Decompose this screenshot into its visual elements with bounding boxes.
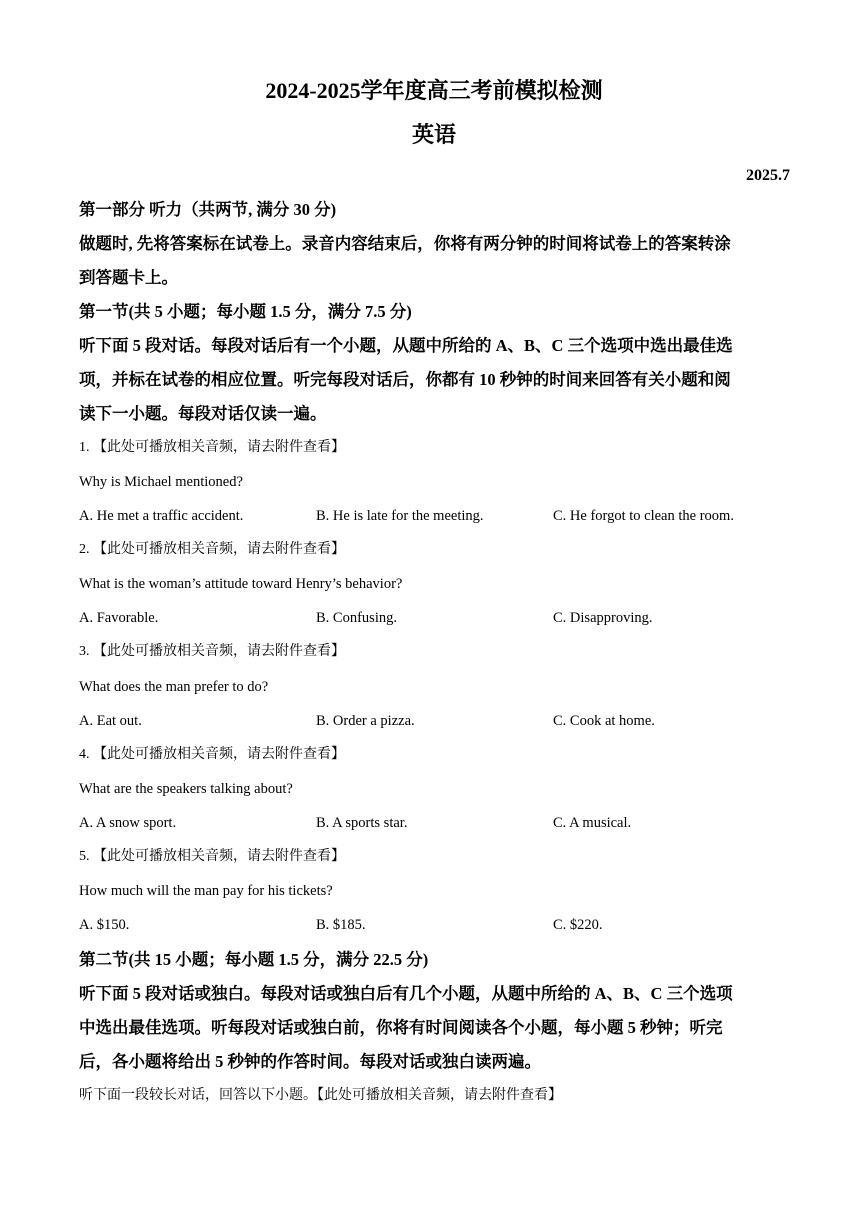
audio-note-2: 2. 【此处可播放相关音频，请去附件查看】 bbox=[79, 542, 345, 557]
section1-heading: 第一节(共 5 小题；每小题 1.5 分，满分 7.5 分) bbox=[79, 302, 412, 321]
options-3 bbox=[79, 711, 791, 731]
option-4b: B. A sports star. bbox=[316, 815, 408, 831]
section2-instructions-line2: 中选出最佳选项。听每段对话或独白前，你将有时间阅读各个小题，每小题 5 秒钟；听完 bbox=[79, 1018, 723, 1037]
option-2b: B. Confusing. bbox=[316, 610, 397, 626]
option-3c: C. Cook at home. bbox=[553, 713, 655, 729]
section2-heading: 第二节(共 15 小题；每小题 1.5 分，满分 22.5 分) bbox=[79, 950, 429, 969]
option-3a: A. Eat out. bbox=[79, 713, 142, 729]
options-2 bbox=[79, 608, 791, 628]
option-2a: A. Favorable. bbox=[79, 610, 159, 626]
question-5: How much will the man pay for his tickets? bbox=[79, 883, 333, 899]
section2-instructions-line1: 听下面 5 段对话或独白。每段对话或独白后有几个小题，从题中所给的 A、B、C 三个选项 bbox=[79, 984, 733, 1003]
section1-instructions-line3: 读下一小题。每段对话仅读一遍。 bbox=[79, 404, 327, 423]
question-4: What are the speakers talking about? bbox=[79, 781, 293, 797]
part1-heading: 第一部分 听力（共两节, 满分 30 分) bbox=[79, 200, 337, 219]
exam-subject: 英语 bbox=[411, 122, 456, 147]
section2-audio-note: 听下面一段较长对话，回答以下小题。【此处可播放相关音频，请去附件查看】 bbox=[79, 1088, 562, 1103]
option-5c: C. $220. bbox=[553, 917, 603, 933]
options-5 bbox=[79, 915, 791, 935]
question-1: Why is Michael mentioned? bbox=[79, 474, 243, 490]
option-5b: B. $185. bbox=[316, 917, 366, 933]
option-1c: C. He forgot to clean the room. bbox=[553, 508, 734, 524]
section1-instructions-line2: 项，并标在试卷的相应位置。听完每段对话后，你都有 10 秒钟的时间来回答有关小题和阅 bbox=[79, 370, 731, 389]
section1-instructions-line1: 听下面 5 段对话。每段对话后有一个小题，从题中所给的 A、B、C 三个选项中选出最佳选 bbox=[79, 336, 733, 355]
audio-note-5: 5. 【此处可播放相关音频，请去附件查看】 bbox=[79, 849, 345, 864]
options-1 bbox=[79, 506, 791, 526]
option-5a: A. $150. bbox=[79, 917, 130, 933]
option-4c: C. A musical. bbox=[553, 815, 632, 831]
option-1a: A. He met a traffic accident. bbox=[79, 508, 244, 524]
option-3b: B. Order a pizza. bbox=[316, 713, 415, 729]
audio-note-1: 1. 【此处可播放相关音频，请去附件查看】 bbox=[79, 440, 345, 455]
option-4a: A. A snow sport. bbox=[79, 815, 177, 831]
audio-note-4: 4. 【此处可播放相关音频，请去附件查看】 bbox=[79, 747, 345, 762]
option-2c: C. Disapproving. bbox=[553, 610, 653, 626]
part1-instructions-line2: 到答题卡上。 bbox=[79, 268, 178, 287]
audio-note-3: 3. 【此处可播放相关音频，请去附件查看】 bbox=[79, 644, 345, 659]
question-3: What does the man prefer to do? bbox=[79, 679, 269, 695]
part1-instructions-line1: 做题时, 先将答案标在试卷上。录音内容结束后，你将有两分钟的时间将试卷上的答案转涂 bbox=[79, 234, 731, 253]
section2-instructions-line3: 后，各小题将给出 5 秒钟的作答时间。每段对话或独白读两遍。 bbox=[79, 1052, 541, 1071]
options-4 bbox=[79, 813, 791, 833]
question-2: What is the woman’s attitude toward Henry’s behavior? bbox=[79, 576, 403, 592]
exam-date: 2025.7 bbox=[746, 167, 790, 184]
exam-title: 2024-2025学年度高三考前模拟检测 bbox=[265, 78, 603, 103]
option-1b: B. He is late for the meeting. bbox=[316, 508, 484, 524]
